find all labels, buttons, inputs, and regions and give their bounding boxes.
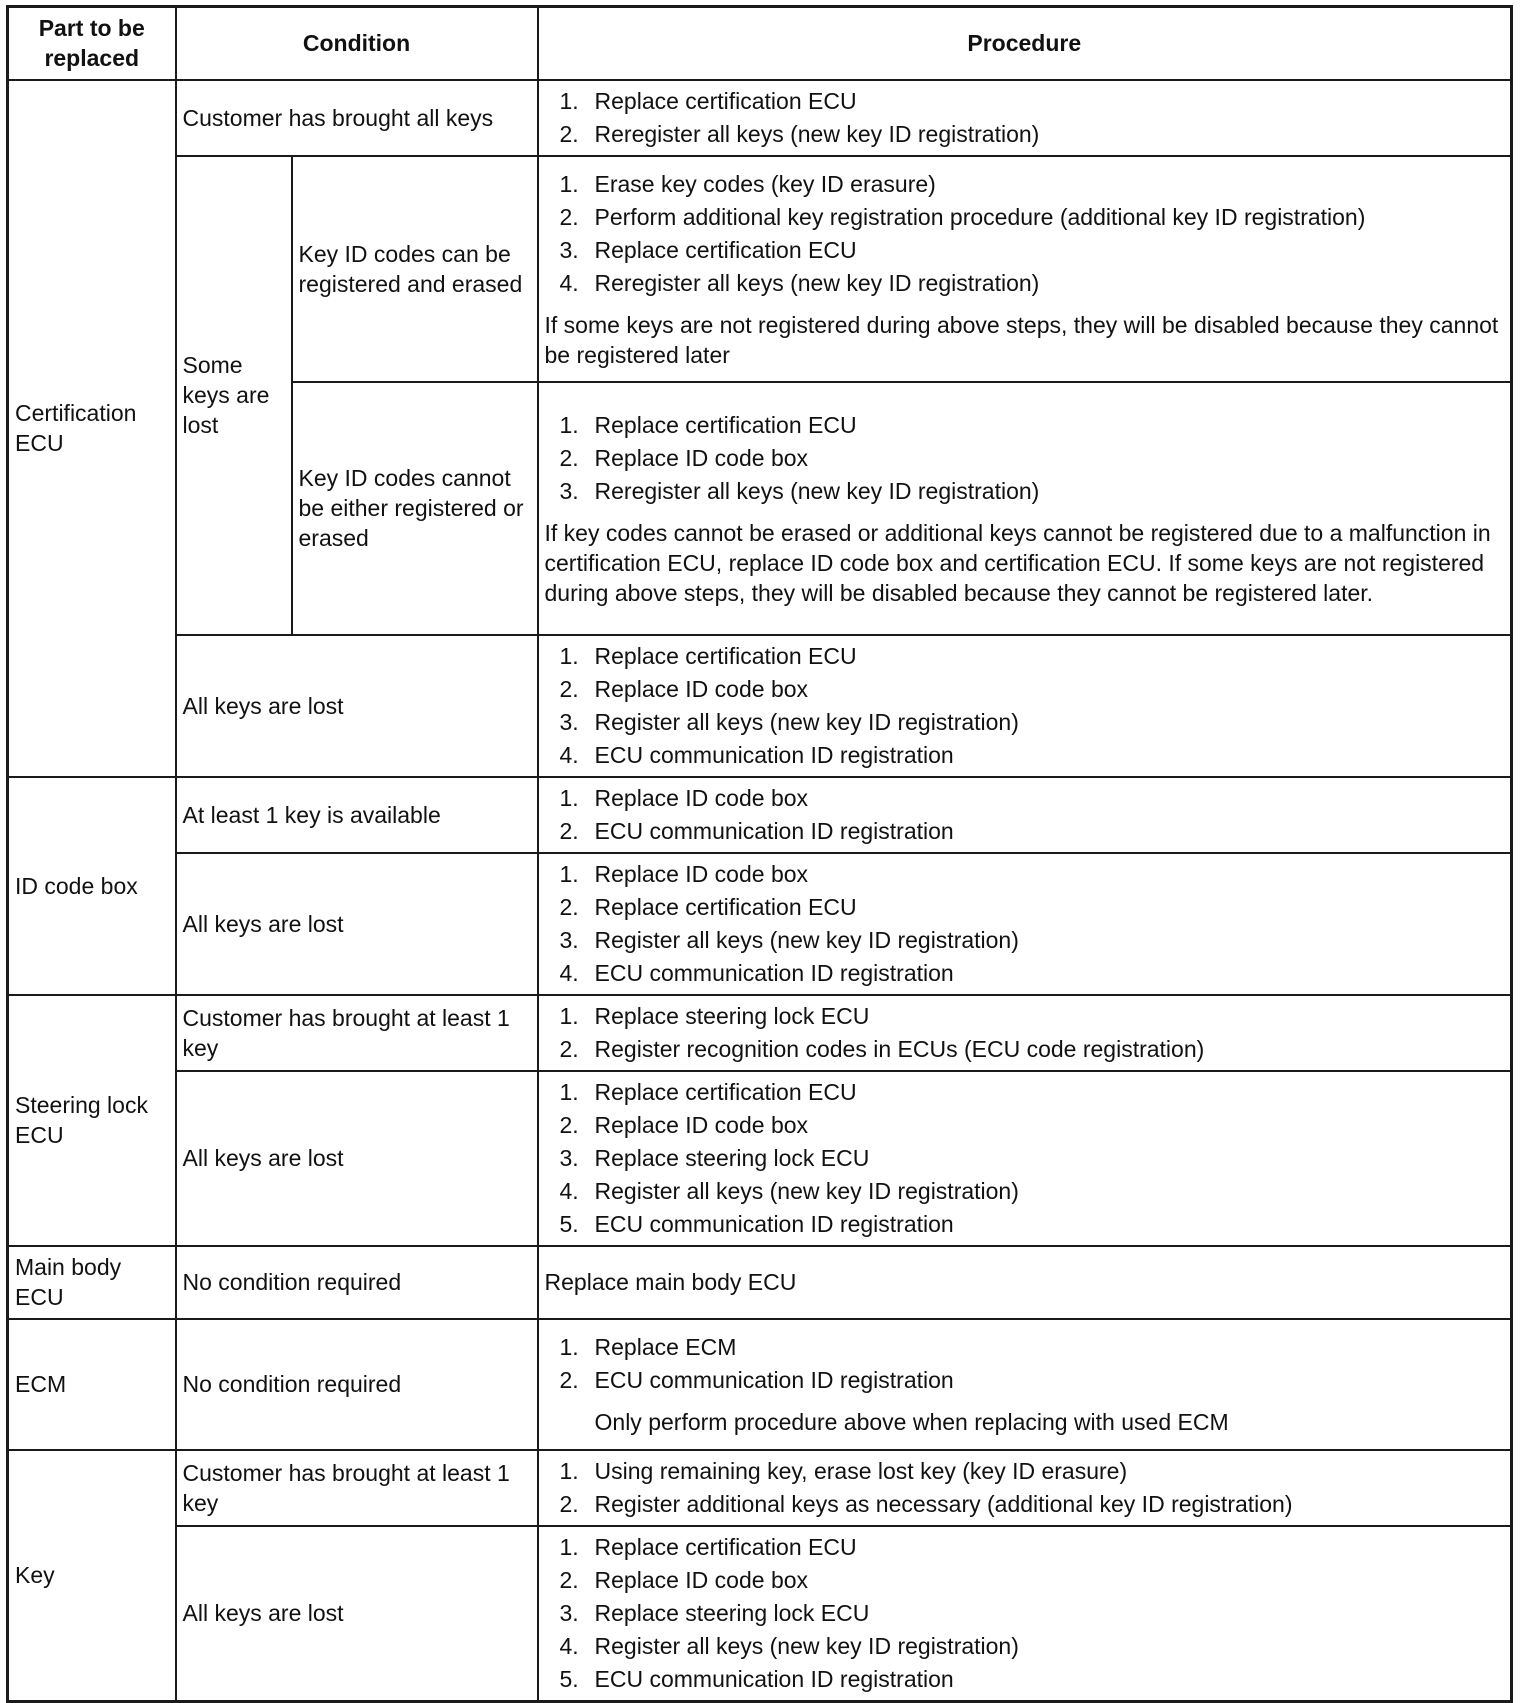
step-text: Replace certification ECU (594, 87, 857, 114)
part-cell: ECM (8, 1319, 176, 1450)
table-row (8, 156, 1512, 382)
condition-cell: Customer has brought at least 1 key (176, 1450, 538, 1526)
step-number: 1. (559, 1334, 579, 1360)
procedure-step (545, 1208, 1505, 1241)
procedure-note: If key codes cannot be erased or additional keys cannot be registered due to a malfunction in certification ECU, replace ID code box and certification ECU. If some keys are not registered during above steps, they will be disabled because they cannot be registered later. (544, 519, 1491, 606)
procedure-step (545, 640, 1505, 673)
procedure-cell (538, 156, 1512, 382)
condition-cell: No condition required (176, 1319, 538, 1450)
step-text: Reregister all keys (new key ID registration) (594, 269, 1040, 296)
step-number: 2. (559, 893, 579, 920)
procedure-steps (545, 782, 1505, 848)
table-row (8, 1319, 1512, 1450)
procedure-steps (545, 85, 1505, 151)
step-number: 4. (559, 269, 579, 296)
step-text: ECU communication ID registration (594, 1210, 954, 1237)
step-text: Replace ID code box (594, 444, 809, 471)
procedure-step (545, 201, 1505, 234)
procedure-cell (538, 1071, 1512, 1246)
procedure-step (545, 706, 1505, 739)
table-row (8, 635, 1512, 777)
procedure-cell (538, 635, 1512, 777)
procedure-cell (538, 995, 1512, 1071)
step-number: 4. (559, 741, 579, 768)
step-text: Replace certification ECU (594, 236, 857, 263)
procedure-step (545, 891, 1505, 924)
procedure-step (545, 475, 1505, 508)
step-number: 3. (559, 926, 579, 953)
step-text: Register additional keys as necessary (additional key ID registration) (594, 1490, 1293, 1517)
step-number: 2. (559, 675, 579, 702)
key-replacement-table (6, 5, 1513, 1703)
step-text: ECU communication ID registration (594, 741, 954, 768)
procedure-step (545, 1663, 1505, 1696)
condition-cell: Customer has brought all keys (176, 80, 538, 156)
sub-condition-cell: Key ID codes can be registered and erased (292, 156, 538, 382)
step-text: Reregister all keys (new key ID registration) (594, 120, 1040, 147)
step-number: 1. (559, 411, 579, 438)
table-row (8, 995, 1512, 1071)
table-row (8, 1526, 1512, 1702)
condition-cell: All keys are lost (176, 853, 538, 995)
step-text: Replace steering lock ECU (594, 1002, 870, 1029)
procedure-step (545, 118, 1505, 151)
step-number: 2. (559, 1490, 579, 1517)
procedure-steps (545, 640, 1505, 772)
procedure-step (545, 1142, 1505, 1175)
step-text: ECU communication ID registration (594, 1367, 954, 1393)
condition-cell: No condition required (176, 1246, 538, 1319)
procedure-steps (545, 1331, 1505, 1397)
step-number: 2. (559, 1035, 579, 1062)
step-text: Replace ECM (594, 1334, 737, 1360)
step-number: 2. (559, 203, 579, 230)
procedure-cell (538, 1319, 1512, 1450)
procedure-cell (538, 777, 1512, 853)
step-number: 5. (559, 1210, 579, 1237)
procedure-cell (538, 382, 1512, 635)
step-number: 1. (559, 1533, 579, 1560)
step-text: Register recognition codes in ECUs (ECU code registration) (594, 1035, 1205, 1062)
step-text: Using remaining key, erase lost key (key ID erasure) (594, 1457, 1128, 1484)
step-number: 3. (559, 477, 579, 504)
step-number: 2. (559, 120, 579, 147)
procedure-table-container (6, 5, 1510, 1692)
procedure-cell: Replace main body ECU (538, 1246, 1512, 1319)
step-text: Register all keys (new key ID registration) (594, 1632, 1019, 1659)
step-text: ECU communication ID registration (594, 959, 954, 986)
step-number: 2. (559, 1367, 579, 1393)
procedure-step (545, 673, 1505, 706)
procedure-step (545, 1597, 1505, 1630)
step-text: Replace steering lock ECU (594, 1144, 870, 1171)
header-part: Part to be replaced (8, 7, 176, 80)
step-text: Replace steering lock ECU (594, 1599, 870, 1626)
procedure-step (545, 924, 1505, 957)
step-number: 1. (559, 1078, 579, 1105)
procedure-step (545, 234, 1505, 267)
table-row (8, 777, 1512, 853)
step-number: 2. (559, 1566, 579, 1593)
procedure-step (545, 858, 1505, 891)
procedure-step (545, 1109, 1505, 1142)
condition-cell: Customer has brought at least 1 key (176, 995, 538, 1071)
step-text: Replace ID code box (594, 1111, 809, 1138)
step-number: 1. (559, 1457, 579, 1484)
step-text: Replace ID code box (594, 860, 809, 887)
step-number: 2. (559, 1111, 579, 1138)
procedure-note: Only perform procedure above when replacing with used ECM (594, 1409, 1229, 1435)
part-cell: Steering lock ECU (8, 995, 176, 1246)
step-number: 1. (559, 87, 579, 114)
procedure-step (545, 1000, 1505, 1033)
table-row (8, 1450, 1512, 1526)
step-text: Replace certification ECU (594, 411, 857, 438)
step-text: Reregister all keys (new key ID registration) (594, 477, 1040, 504)
procedure-step (545, 267, 1505, 300)
procedure-steps (545, 1531, 1505, 1696)
procedure-step (545, 442, 1505, 475)
step-number: 2. (559, 444, 579, 471)
procedure-cell (538, 1526, 1512, 1702)
condition-cell: All keys are lost (176, 635, 538, 777)
procedure-step (545, 1175, 1505, 1208)
procedure-step (545, 1364, 1505, 1397)
step-text: Replace certification ECU (594, 642, 857, 669)
step-text: Replace ID code box (594, 675, 809, 702)
step-text: Replace ID code box (594, 1566, 809, 1593)
step-text: Erase key codes (key ID erasure) (594, 170, 936, 197)
procedure-steps (545, 1076, 1505, 1241)
step-text: Register all keys (new key ID registration) (594, 708, 1019, 735)
procedure-step (545, 1531, 1505, 1564)
header-row (8, 7, 1512, 80)
step-text: ECU communication ID registration (594, 1665, 954, 1692)
procedure-cell (538, 80, 1512, 156)
step-text: Replace certification ECU (594, 1533, 857, 1560)
part-cell: ID code box (8, 777, 176, 995)
procedure-step (545, 85, 1505, 118)
step-number: 3. (559, 708, 579, 735)
procedure-cell (538, 1450, 1512, 1526)
procedure-step (545, 1564, 1505, 1597)
header-condition: Condition (176, 7, 538, 80)
step-number: 3. (559, 236, 579, 263)
part-cell: Key (8, 1450, 176, 1702)
table-row (8, 853, 1512, 995)
procedure-step (545, 1033, 1505, 1066)
step-number: 5. (559, 1665, 579, 1692)
procedure-cell (538, 853, 1512, 995)
step-number: 1. (559, 170, 579, 197)
table-row (8, 1246, 1512, 1319)
table-row (8, 80, 1512, 156)
step-text: ECU communication ID registration (594, 817, 954, 844)
procedure-step (545, 1630, 1505, 1663)
step-text: Replace ID code box (594, 784, 809, 811)
procedure-steps (545, 1000, 1505, 1066)
table-row (8, 1071, 1512, 1246)
part-cell: Main body ECU (8, 1246, 176, 1319)
condition-cell: Some keys are lost (176, 156, 292, 635)
procedure-step (545, 957, 1505, 990)
step-number: 3. (559, 1599, 579, 1626)
step-text: Replace certification ECU (594, 1078, 857, 1105)
procedure-step (545, 409, 1505, 442)
procedure-step (545, 1488, 1505, 1521)
condition-cell: At least 1 key is available (176, 777, 538, 853)
step-number: 1. (559, 784, 579, 811)
procedure-step (545, 1076, 1505, 1109)
procedure-steps (545, 409, 1505, 508)
step-text: Perform additional key registration procedure (additional key ID registration) (594, 203, 1366, 230)
step-text: Register all keys (new key ID registration) (594, 926, 1019, 953)
condition-cell: All keys are lost (176, 1071, 538, 1246)
procedure-step (545, 739, 1505, 772)
step-number: 1. (559, 1002, 579, 1029)
procedure-step (545, 815, 1505, 848)
condition-cell: All keys are lost (176, 1526, 538, 1702)
procedure-step (545, 1455, 1505, 1488)
procedure-steps (545, 858, 1505, 990)
step-text: Register all keys (new key ID registration) (594, 1177, 1019, 1204)
step-number: 2. (559, 817, 579, 844)
step-number: 3. (559, 1144, 579, 1171)
procedure-step (545, 168, 1505, 201)
procedure-steps (545, 1455, 1505, 1521)
step-number: 1. (559, 642, 579, 669)
procedure-step (545, 1331, 1505, 1364)
step-number: 4. (559, 959, 579, 986)
header-procedure: Procedure (538, 7, 1512, 80)
sub-condition-cell: Key ID codes cannot be either registered or erased (292, 382, 538, 635)
procedure-note: If some keys are not registered during above steps, they will be disabled because they cannot be registered later (544, 311, 1499, 368)
procedure-step (545, 782, 1505, 815)
step-text: Replace certification ECU (594, 893, 857, 920)
step-number: 4. (559, 1177, 579, 1204)
step-number: 1. (559, 860, 579, 887)
part-cell: Certification ECU (8, 80, 176, 777)
step-number: 4. (559, 1632, 579, 1659)
procedure-steps (545, 168, 1505, 300)
